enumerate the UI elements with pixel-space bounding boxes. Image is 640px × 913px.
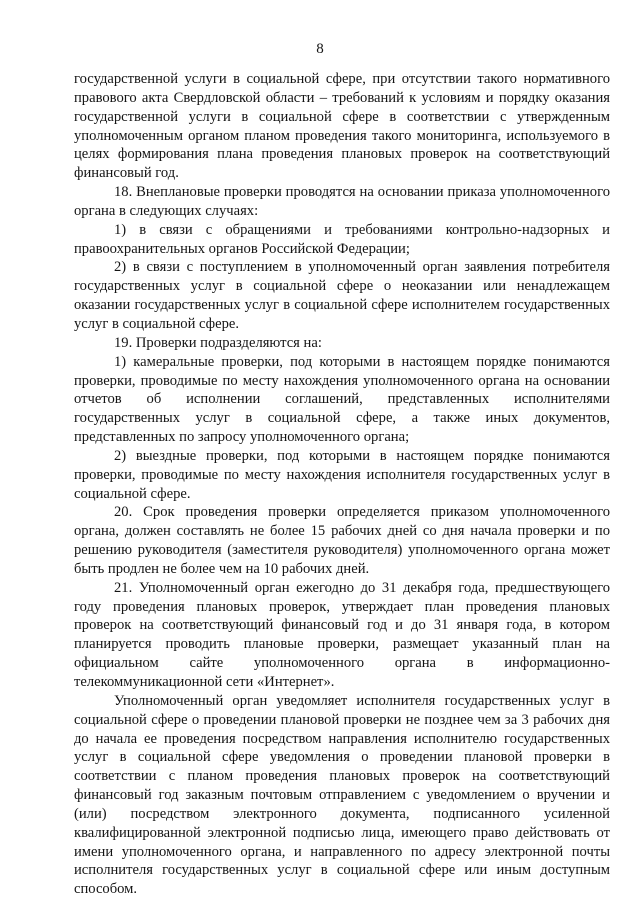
paragraph-item-21: 21. Уполномоченный орган ежегодно до 31 декабря года, предшествующего году проведения плановых проверок, утверждает план проведения плановых проверок на соответствующий финансовый год и до 31 января года, в котором планируется проводить плановые проверки, размещает указанный план на официальном сайте уполномоченного органа в информационно-телекоммуникационной сети «Интернет». xyxy=(74,579,610,690)
paragraph-item-18-sub-1: 1) в связи с обращениями и требованиями контрольно-надзорных и правоохранительных органов Российской Федерации; xyxy=(74,221,610,257)
paragraph-item-19-sub-1: 1) камеральные проверки, под которыми в настоящем порядке понимаются проверки, проводимые по месту нахождения уполномоченного органа на основании отчетов об исполнении соглашений, представленных исполнителями государственных услуг в социальной сфере, а также иных документов, представленных по запросу уполномоченного органа; xyxy=(74,353,610,446)
page-number: 8 xyxy=(316,41,324,57)
paragraph-item-18: 18. Внеплановые проверки проводятся на основании приказа уполномоченного органа в следующих случаях: xyxy=(74,184,610,219)
document-body xyxy=(74,70,610,899)
paragraph-notification: Уполномоченный орган уведомляет исполнителя государственных услуг в социальной сфере о проведении плановой проверки не позднее чем за 3 рабочих дня до начала ее проведения посредством направления исполнителю государственных услуг в социальной сфере уведомления о проведении плановой проверки в соответствии с планом проведения плановых проверок на соответствующий финансовый год заказным почтовым отправлением с уведомлением о вручении и (или) посредством электронного документа, подписанного усиленной квалифицированной электронной подписью лица, имеющего право действовать от имени уполномоченного органа, и направленного по адресу электронной почты исполнителя государственных услуг в социальной сфере или иным доступным способом. xyxy=(74,692,610,898)
paragraph-continuation: государственной услуги в социальной сфере, при отсутствии такого нормативного правового акта Свердловской области – требований к условиям и порядку оказания государственной услуги в социальной сфере в соответствии с утвержденным уполномоченным органом планом проведения такого мониторинга, используемого в целях формирования плана проведения плановых проверок на соответствующий финансовый год. xyxy=(74,71,610,182)
paragraph-item-19-sub-2: 2) выездные проверки, под которыми в настоящем порядке понимаются проверки, проводимые по месту нахождения исполнителя государственных услуг в социальной сфере. xyxy=(74,447,610,502)
paragraph-item-19: 19. Проверки подразделяются на: xyxy=(114,334,322,351)
paragraph-item-18-sub-2: 2) в связи с поступлением в уполномоченный орган заявления потребителя государственных услуг в социальной сфере о неоказании или ненадлежащем оказании государственных услуг в социальной сфере исполнителем государственных услуг в социальной сфере. xyxy=(74,259,610,332)
paragraph-item-20: 20. Срок проведения проверки определяется приказом уполномоченного органа, должен составлять не более 15 рабочих дней со дня начала проверки и по решению руководителя (заместителя руководителя) уполномоченного органа может быть продлен не более чем на 10 рабочих дней. xyxy=(74,504,610,577)
